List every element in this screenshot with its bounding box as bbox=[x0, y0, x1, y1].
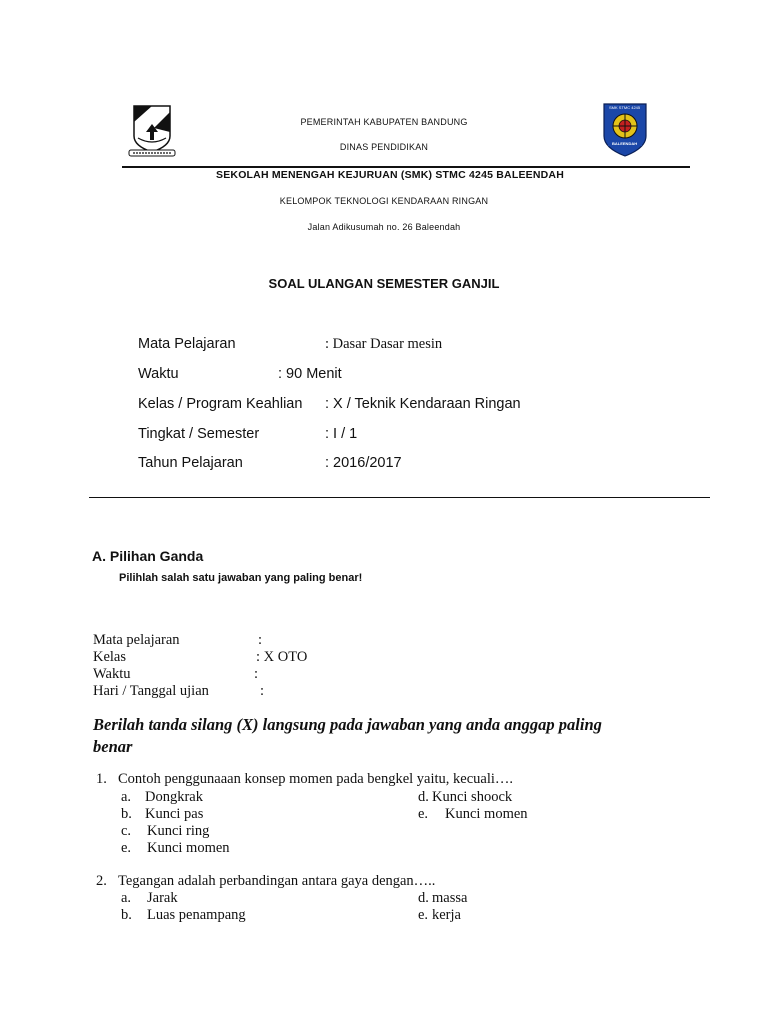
option-letter: d. bbox=[418, 789, 429, 805]
header-line-1: PEMERINTAH KABUPATEN BANDUNG bbox=[300, 117, 468, 127]
student-info-label: Mata pelajaran bbox=[93, 632, 180, 648]
right-logo-text-bottom: BALEENDAH bbox=[612, 141, 638, 146]
option-letter: e. bbox=[418, 907, 429, 923]
section-instruction: Pilihlah salah satu jawaban yang paling benar! bbox=[119, 572, 363, 584]
question-number: 2. bbox=[96, 873, 107, 889]
header-rule-top bbox=[122, 166, 690, 168]
right-logo-text-top: SMK STMC 4245 bbox=[609, 105, 641, 110]
option-letter: a. bbox=[121, 789, 132, 805]
school-address: Jalan Adikusumah no. 26 Baleendah bbox=[307, 222, 461, 232]
school-name: SEKOLAH MENENGAH KEJURUAN (SMK) STMC 4245 BALEENDAH bbox=[216, 169, 564, 181]
exam-info-value: : 2016/2017 bbox=[325, 455, 402, 471]
student-info-value: : bbox=[260, 683, 265, 699]
exam-info-value: : I / 1 bbox=[325, 426, 358, 442]
option-letter: e. bbox=[121, 840, 132, 856]
option-text: kerja bbox=[432, 907, 461, 923]
instruction-line-1: Berilah tanda silang (X) langsung pada jawaban yang anda anggap paling bbox=[93, 715, 602, 734]
option-text: Kunci pas bbox=[145, 806, 204, 822]
exam-info-value: : X / Teknik Kendaraan Ringan bbox=[325, 396, 521, 412]
school-group: KELOMPOK TEKNOLOGI KENDARAAN RINGAN bbox=[279, 196, 489, 206]
header-line-2: DINAS PENDIDIKAN bbox=[339, 142, 429, 152]
option-text: Jarak bbox=[147, 890, 178, 906]
student-info-value: : X OTO bbox=[256, 649, 308, 665]
question-text: Contoh penggunaaan konsep momen pada bengkel yaitu, kecuali…. bbox=[118, 771, 514, 787]
instruction-line-2: benar bbox=[93, 737, 133, 756]
exam-info-label: Tahun Pelajaran bbox=[138, 455, 243, 471]
page-title: SOAL ULANGAN SEMESTER GANJIL bbox=[268, 276, 500, 291]
option-text: massa bbox=[432, 890, 468, 906]
exam-info-label: Mata Pelajaran bbox=[138, 336, 236, 352]
option-text: Kunci momen bbox=[445, 806, 528, 822]
exam-info-label: Waktu bbox=[138, 366, 179, 382]
student-info-label: Waktu bbox=[93, 666, 131, 682]
option-text: Kunci ring bbox=[147, 823, 210, 839]
exam-info-value: : 90 Menit bbox=[278, 366, 342, 382]
option-letter: b. bbox=[121, 907, 132, 923]
option-text: Kunci momen bbox=[147, 840, 230, 856]
question-text: Tegangan adalah perbandingan antara gaya dengan….. bbox=[118, 873, 436, 889]
option-letter: b. bbox=[121, 806, 132, 822]
student-info-label: Kelas bbox=[93, 649, 127, 665]
exam-info-label: Kelas / Program Keahlian bbox=[138, 396, 303, 412]
question-number: 1. bbox=[96, 771, 107, 787]
option-letter: a. bbox=[121, 890, 132, 906]
option-text: Dongkrak bbox=[145, 789, 203, 805]
option-letter: c. bbox=[121, 823, 132, 839]
option-letter: e. bbox=[418, 806, 429, 822]
option-letter: d. bbox=[418, 890, 429, 906]
exam-info-value: : Dasar Dasar mesin bbox=[325, 336, 443, 352]
section-heading: A. Pilihan Ganda bbox=[92, 548, 204, 564]
exam-info-label: Tingkat / Semester bbox=[138, 426, 260, 442]
student-info-value: : bbox=[254, 666, 259, 682]
option-text: Kunci shoock bbox=[432, 789, 513, 805]
info-rule bbox=[89, 497, 710, 498]
option-text: Luas penampang bbox=[147, 907, 246, 923]
student-info-label: Hari / Tanggal ujian bbox=[93, 683, 209, 699]
student-info-value: : bbox=[258, 632, 263, 648]
